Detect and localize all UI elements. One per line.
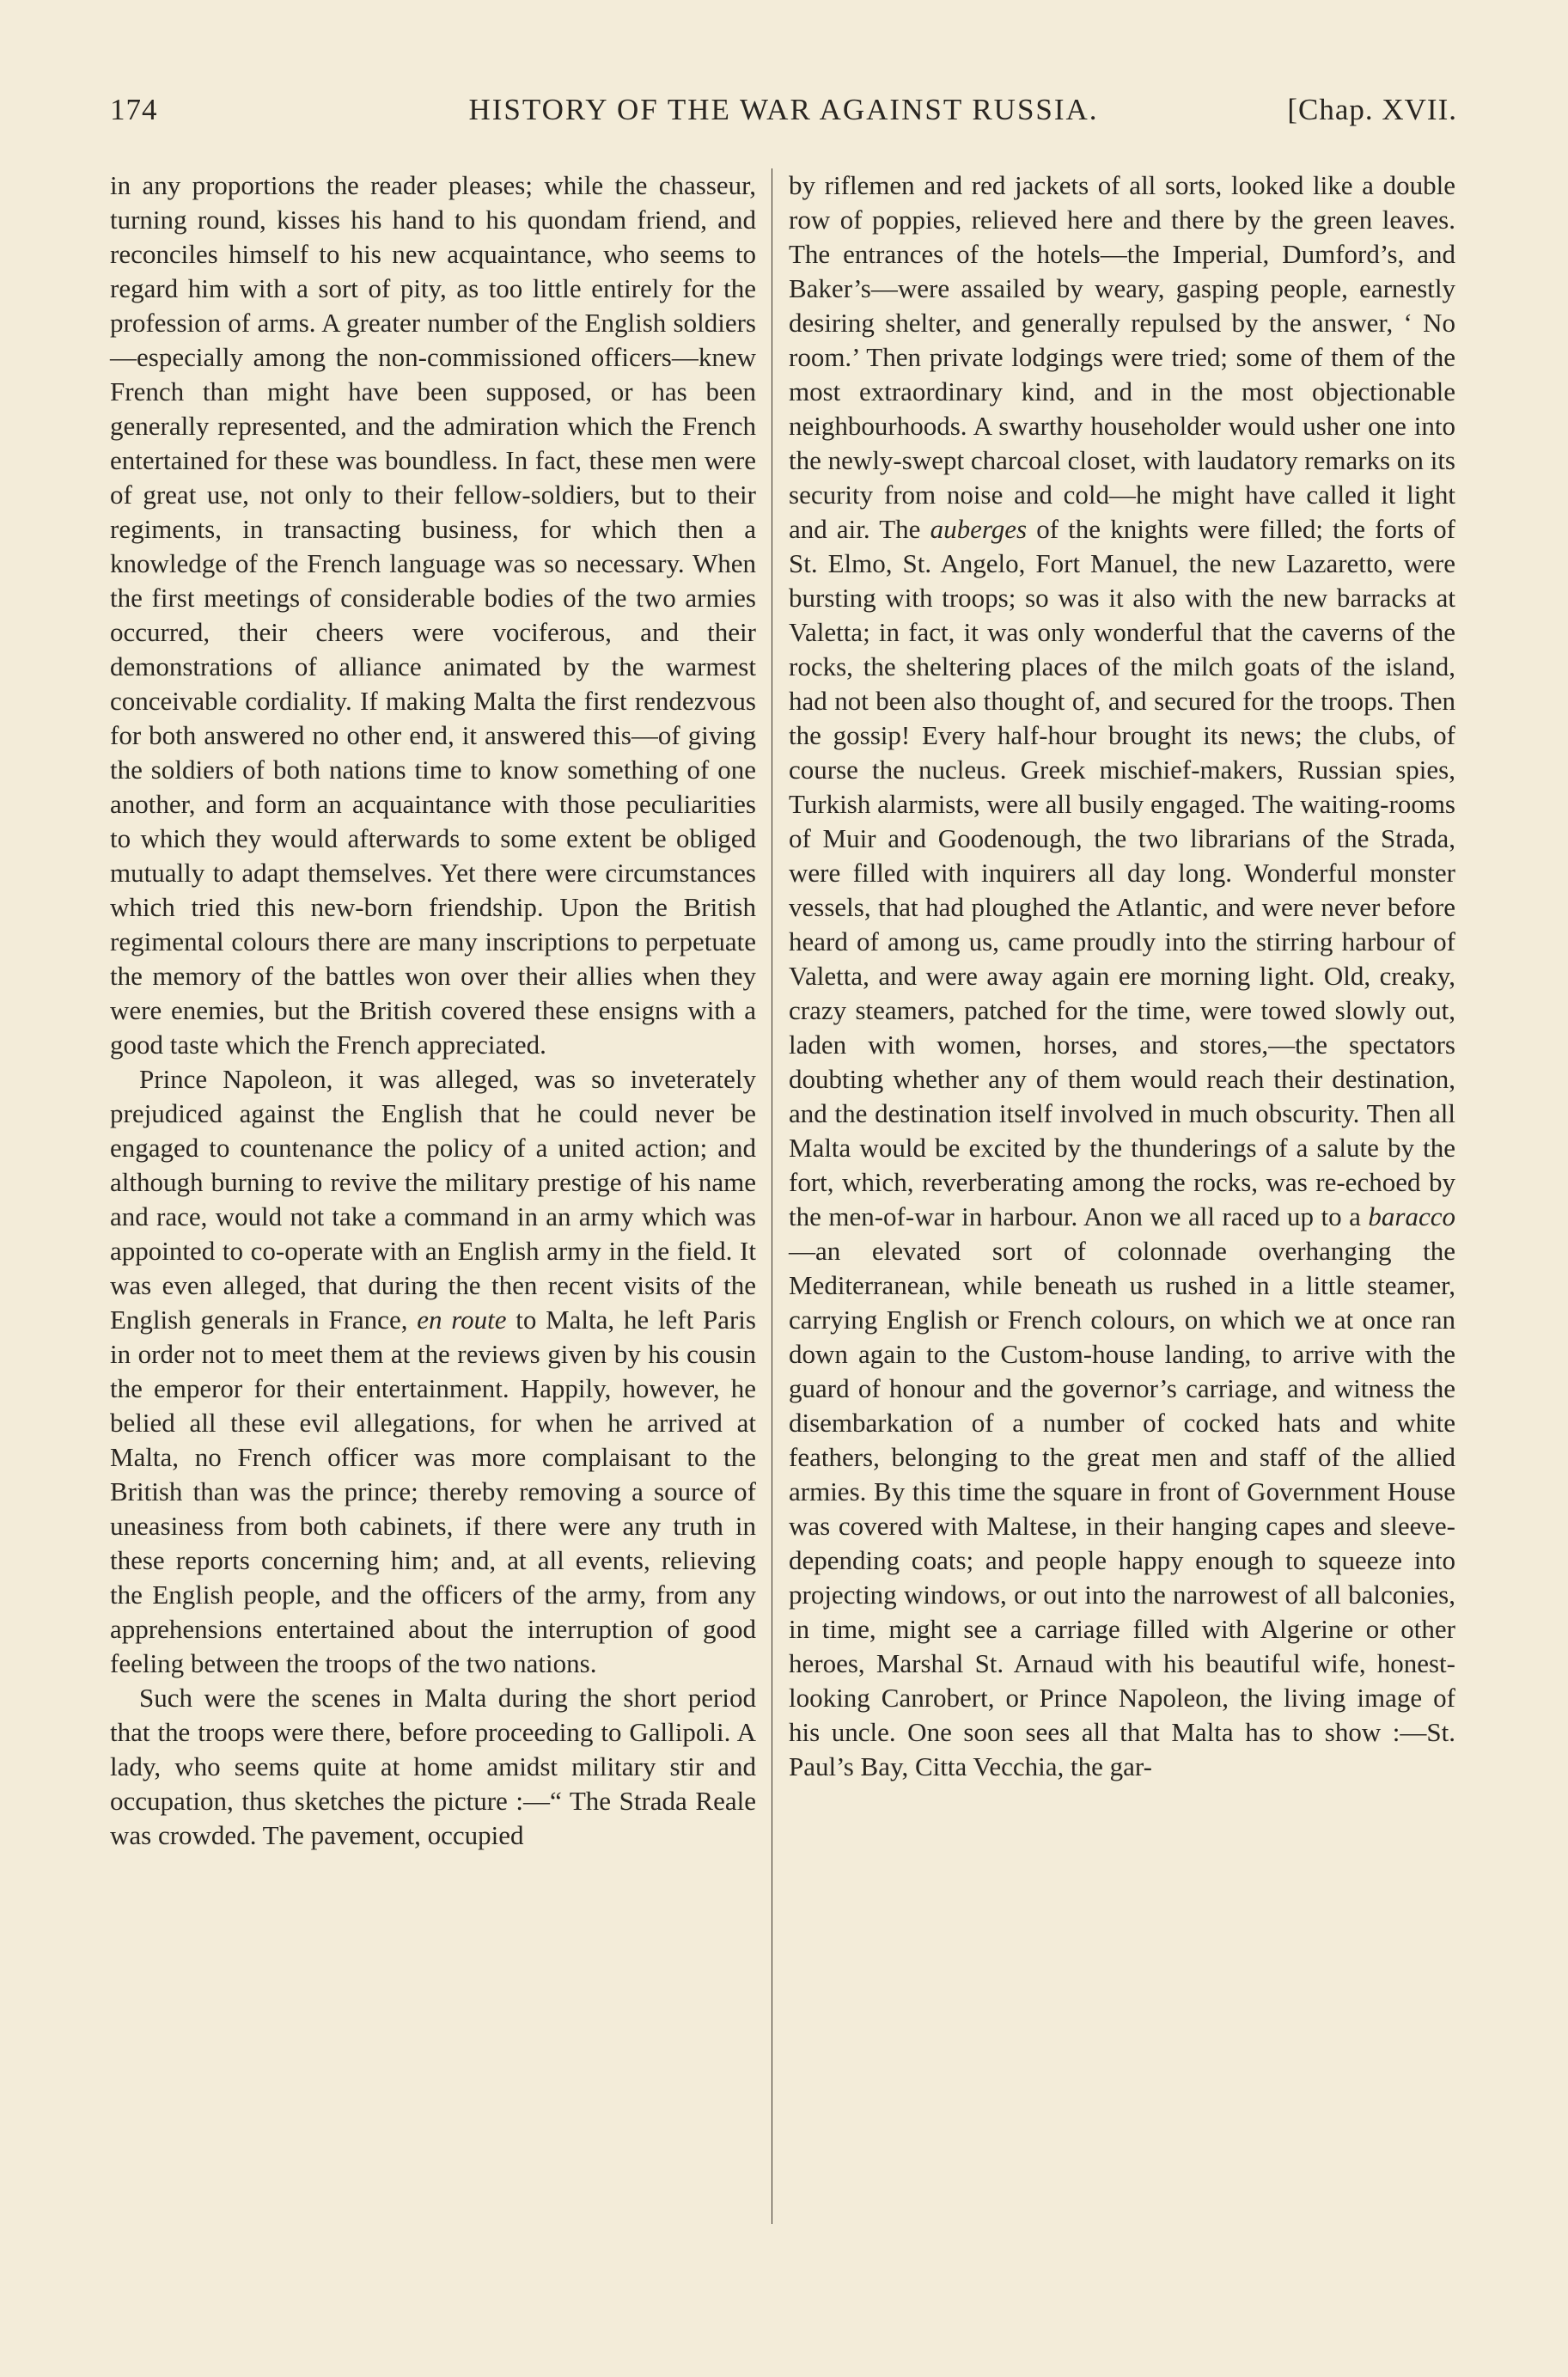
paragraph: in any proportions the reader pleases; while the chasseur, turning round, kisses his hand to his quondam friend, and reconciles himself to his new acquaintance, who seems to regard him with a sort of pity, as too little entirely for the profession of arms. A greater number of the English soldiers—especially among the non-commissioned officers—knew French than might have been supposed, or has been generally represented, and the admiration which the French entertained for these was boundless. In fact, these men were of great use, not only to their fellow-soldiers, but to their regiments, in transacting business, for which then a knowledge of the French language was so necessary. When the first meetings of considerable bodies of the two armies occurred, their cheers were vociferous, and their demonstrations of alliance animated by the warmest conceivable cordiality. If making Malta the first rendezvous for both answered no other end, it answered this—of giving the soldiers of both nations time to know something of one another, and form an acquaintance with those peculiarities to which they would afterwards to some extent be obliged mutually to adapt themselves. Yet there were circumstances which tried this new-born friendship. Upon the British regimental colours there are many inscriptions to perpetuate the memory of the battles won over their allies when they were enemies, but the British covered these ensigns with a good taste which the French appreciated. xyxy=(110,170,756,1060)
paragraph: Such were the scenes in Malta during the short period that the troops were there, before proceeding to Gallipoli. A lady, who seems quite at home amidst military stir and occupation, thus sketches the picture :—“ The Strada Reale was crowded. The pavement, occupied xyxy=(110,1683,756,1850)
running-title: HISTORY OF THE WAR AGAINST RUSSIA. xyxy=(468,93,1099,126)
paragraph xyxy=(789,168,1455,1784)
text-run: —an elevated sort of colonnade overhanging the Mediterranean, while beneath us rushed in a little steamer, carrying English or French colours, on which we at once ran down again to the Custom-house landing, to arrive with the guard of honour and the governor’s carriage, and witness the disembarkation of a number of cocked hats and white feathers, belonging to the great men and staff of the allied armies. By this time the square in front of Government House was covered with Maltese, in their hanging capes and sleeve-depending coats; and people happy enough to squeeze into projecting windows, or out into the narrowest of all balconies, in time, might see a carriage filled with Algerine or other heroes, Marshal St. Arnaud with his beautiful wife, honest-looking Canrobert, or Prince Napoleon, the living image of his uncle. One soon sees all that Malta has to show :—St. Paul’s Bay, Citta Vecchia, the gar- xyxy=(789,1236,1455,1781)
left-column xyxy=(110,168,756,1853)
text-run: of the knights were filled; the forts of St. Elmo, St. Angelo, Fort Manuel, the new Lazaretto, were bursting with troops; so was it also with the new barracks at Valetta; in fact, it was only wonderful that the caverns of the rocks, the sheltering places of the milch goats of the island, had not been also thought of, and secured for the troops. Then the gossip! Every half-hour brought its news; the clubs, of course the nucleus. Greek mischief-makers, Russian spies, Turkish alarmists, were all busily engaged. The waiting-rooms of Muir and Goodenough, the two librarians of the Strada, were filled with inquirers all day long. Wonderful monster vessels, that had ploughed the Atlantic, and were never before heard of among us, came proudly into the stirring harbour of Valetta, and were away again ere morning light. Old, creaky, crazy steamers, patched for the time, were towed slowly out, laden with women, horses, and stores,—the spectators doubting whether any of them would reach their destination, and the destination itself involved in much obscurity. Then all Malta would be excited by the thunderings of a salute by the fort, which, reverberating among the rocks, was re-echoed by the men-of-war in harbour. Anon we all raced up to a xyxy=(789,514,1455,1231)
text-run: by riflemen and red jackets of all sorts, looked like a double row of poppies, relieved here and there by the green leaves. The entrances of the hotels—the Imperial, Dumford’s, and Baker’s—were assailed by weary, gasping people, earnestly desiring shelter, and generally repulsed by the answer, ‘ No room.’ Then private lodgings were tried; some of them of the most extraordinary kind, and in the most objectionable neighbourhoods. A swarthy householder would usher one into the newly-swept charcoal closet, with laudatory remarks on its security from noise and cold—he might have called it light and air. The xyxy=(789,170,1455,544)
text-run: to Malta, he left Paris in order not to meet them at the reviews given by his cousin the emperor for their entertainment. Happily, however, he belied all these evil allegations, for when he arrived at Malta, no French officer was more complaisant to the British than was the prince; thereby removing a source of uneasiness from both cabinets, if there were any truth in these reports concerning him; and, at all events, relieving the English people, and the officers of the army, from any apprehensions entertained about the interruption of good feeling between the troops of the two nations. xyxy=(110,1305,756,1678)
page-number: 174 xyxy=(110,93,158,126)
right-column xyxy=(789,168,1455,1784)
italic-phrase: baracco xyxy=(1368,1201,1455,1231)
italic-phrase: en route xyxy=(417,1305,507,1335)
running-header xyxy=(110,93,1457,131)
chapter-label: [Chap. XVII. xyxy=(1287,93,1457,126)
italic-phrase: auberges xyxy=(930,514,1028,544)
paragraph xyxy=(110,1062,756,1681)
text-run: Prince Napoleon, it was alleged, was so inveterately prejudiced against the English that he could never be engaged to countenance the policy of a united action; and although burning to revive the military prestige of his name and race, would not take a command in an army which was appointed to co-operate with an English army in the field. It was even alleged, that during the then recent visits of the English generals in France, xyxy=(110,1064,756,1335)
